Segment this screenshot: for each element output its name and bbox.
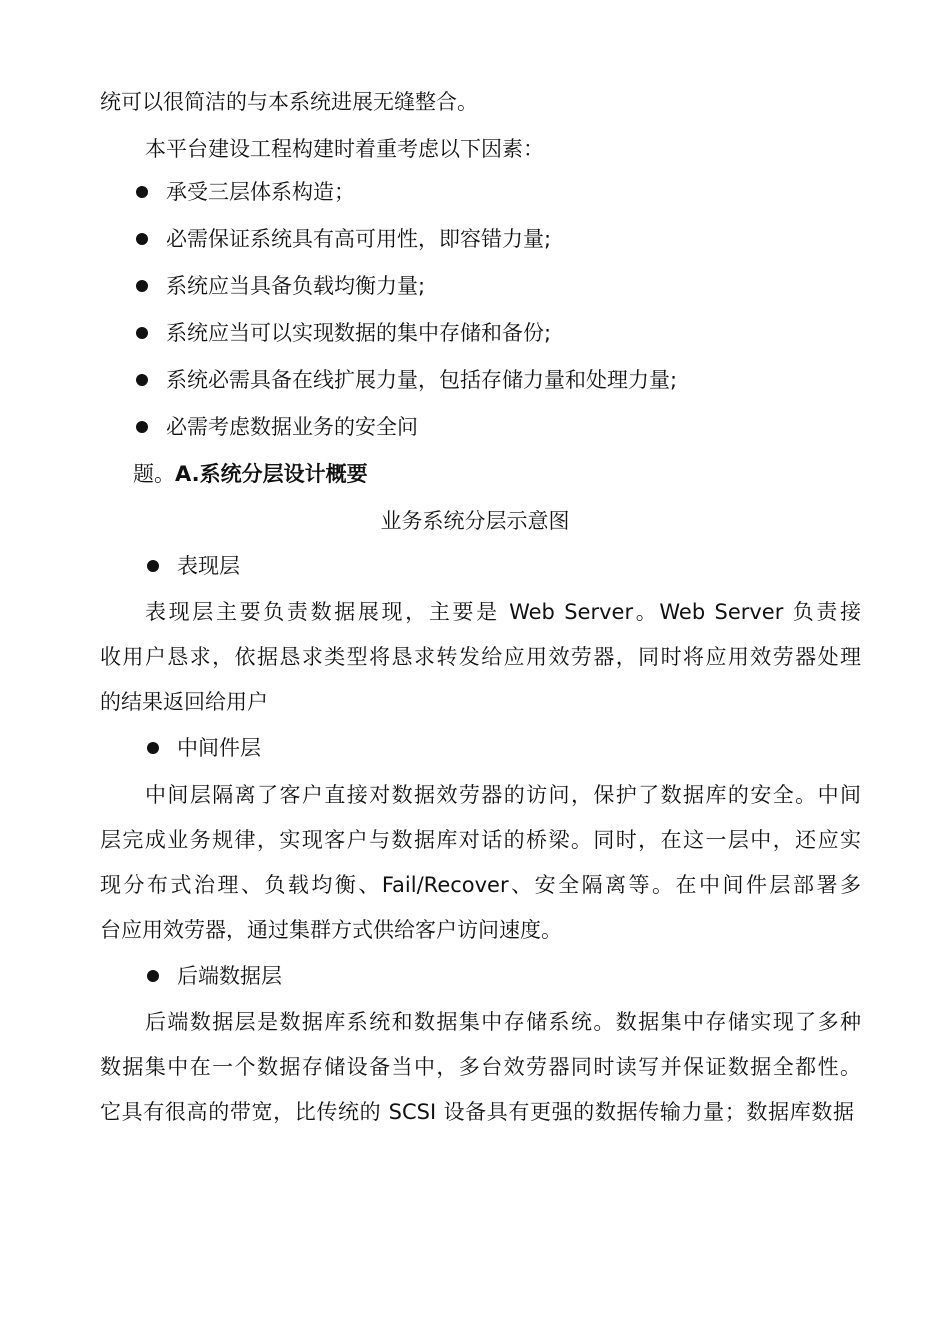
intro-line-2: 本平台建设工程构建时着重考虑以下因素： xyxy=(145,137,544,161)
layer-title-presentation: 表现层 xyxy=(177,554,240,578)
bullet-icon xyxy=(147,560,159,572)
factor-item: 承受三层体系构造； xyxy=(166,180,355,204)
middleware-text-line: 台应用效劳器，通过集群方式供给客户访问速度。 xyxy=(100,918,562,942)
factor-item: 必需保证系统具有高可用性，即容错力量; xyxy=(166,227,552,251)
bullet-icon xyxy=(136,374,148,386)
backend-text-line: 它具有很高的带宽，比传统的 SCSI 设备具有更强的数据传输力量；数据库数据 xyxy=(100,1100,854,1124)
layer-title-backend: 后端数据层 xyxy=(177,964,282,988)
bullet-icon xyxy=(136,186,148,198)
bullet-icon xyxy=(136,327,148,339)
intro-line-1: 统可以很简洁的与本系统进展无缝整合。 xyxy=(100,90,478,114)
presentation-text-line: 收用户恳求，依据恳求类型将恳求转发给应用效劳器，同时将应用效劳器处理 xyxy=(100,645,861,669)
bullet-icon xyxy=(136,233,148,245)
middleware-text-line: 中间层隔离了客户直接对数据效劳器的访问，保护了数据库的安全。中间 xyxy=(145,783,861,807)
bullet-icon xyxy=(147,970,159,982)
layer-title-middleware: 中间件层 xyxy=(177,736,261,760)
factor-item: 系统应当具备负载均衡力量; xyxy=(166,274,426,298)
middleware-text-line: 层完成业务规律，实现客户与数据库对话的桥梁。同时，在这一层中，还应实 xyxy=(100,828,861,852)
bullet-icon xyxy=(136,421,148,433)
section-heading: A.系统分层设计概要 xyxy=(175,462,368,486)
presentation-text-line: 的结果返回给用户 xyxy=(100,690,268,714)
backend-text-line: 后端数据层是数据库系统和数据集中存储系统。数据集中存储实现了多种 xyxy=(145,1010,861,1034)
presentation-text-line: 表现层主要负责数据展现，主要是 Web Server。Web Server 负责接 xyxy=(145,600,861,624)
factor-item: 系统应当可以实现数据的集中存储和备份; xyxy=(166,321,552,345)
backend-text-line: 数据集中在一个数据存储设备当中，多台效劳器同时读写并保证数据全都性。 xyxy=(100,1055,861,1079)
factor-item: 系统必需具备在线扩展力量，包括存储力量和处理力量; xyxy=(166,368,678,392)
factor-item: 必需考虑数据业务的安全问 xyxy=(166,415,418,439)
section-heading-line xyxy=(133,460,368,488)
bullet-icon xyxy=(136,280,148,292)
section-prefix: 题。 xyxy=(133,462,175,486)
middleware-text-line: 现分布式治理、负载均衡、Fail/Recover、安全隔离等。在中间件层部署多 xyxy=(100,873,861,897)
figure-caption: 业务系统分层示意图 xyxy=(380,509,570,533)
bullet-icon xyxy=(147,742,159,754)
